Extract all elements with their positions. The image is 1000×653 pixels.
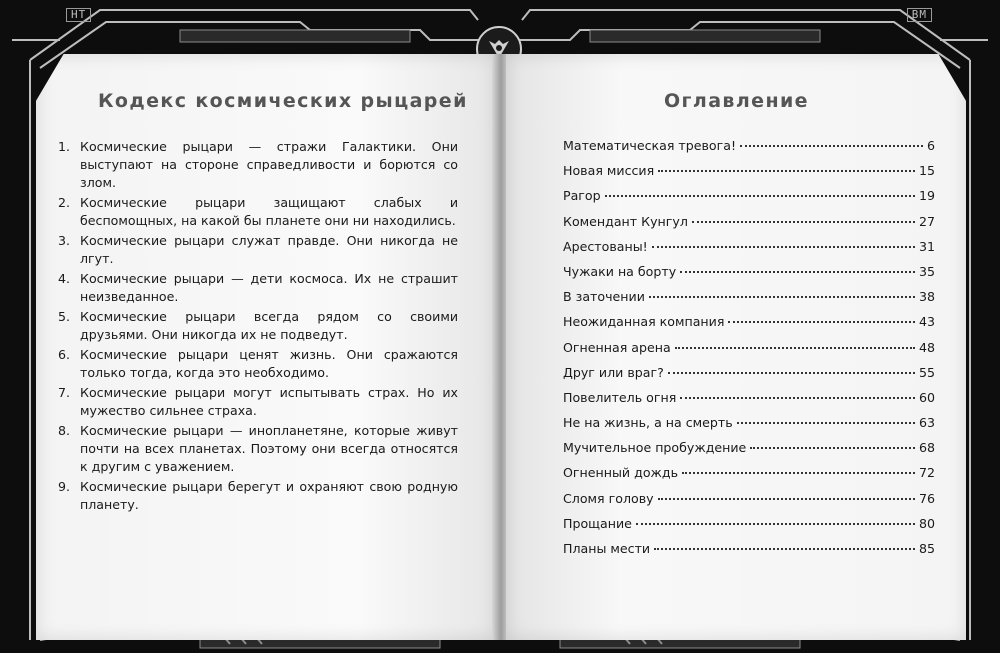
list-item	[58, 308, 458, 344]
toc-entry	[563, 465, 935, 490]
list-item-number: 6.	[58, 347, 71, 362]
list-item-text: Космические рыцари — дети космоса. Их не страшит неизведанное.	[80, 271, 458, 304]
toc-dot-leader	[728, 321, 915, 323]
list-item-text: Космические рыцари берегут и охраняют свою родную планету.	[80, 479, 458, 512]
list-item-number: 4.	[58, 271, 71, 286]
toc-entry	[563, 491, 935, 516]
toc-entry	[563, 340, 935, 365]
toc-dot-leader	[636, 523, 915, 525]
toc-entry	[563, 289, 935, 314]
toc-entry	[563, 516, 935, 541]
toc-dot-leader	[675, 347, 915, 349]
toc-entry-page: 60	[918, 389, 935, 405]
toc-dot-leader	[750, 447, 915, 449]
toc-entry-title: Не на жизнь, а на смерть	[563, 415, 733, 431]
toc-entry	[563, 390, 935, 415]
toc-dot-leader	[737, 422, 915, 424]
toc-dot-leader	[658, 170, 915, 172]
list-item	[58, 478, 458, 514]
toc-entry	[563, 239, 935, 264]
toc-dot-leader	[692, 221, 915, 223]
toc-entry-title: Сломя голову	[563, 490, 654, 506]
toc-dot-leader	[682, 472, 915, 474]
list-item-number: 9.	[58, 479, 71, 494]
toc-entry	[563, 365, 935, 390]
list-item-text: Космические рыцари всегда рядом со своими друзьями. Они никогда их не подведут.	[80, 309, 458, 342]
list-item	[58, 384, 458, 420]
code-list	[58, 138, 458, 516]
list-item-number: 8.	[58, 423, 71, 438]
list-item-text: Космические рыцари ценят жизнь. Они сражаются только тогда, когда это необходимо.	[80, 347, 458, 380]
toc-dot-leader	[680, 397, 915, 399]
toc-entry-page: 80	[918, 515, 935, 531]
list-item	[58, 232, 458, 268]
corner-label-left: НТ	[66, 8, 91, 22]
list-item-text: Космические рыцари могут испытывать страх. Но их мужество сильнее страха.	[80, 385, 458, 418]
toc-entry-page: 76	[918, 490, 935, 506]
list-item-text: Космические рыцари — стражи Галактики. Они выступают на стороне справедливости и борются со злом.	[80, 139, 458, 190]
toc-dot-leader	[649, 296, 915, 298]
list-item-text: Космические рыцари — инопланетяне, которые живут почти на всех планетах. Поэтому они всегда относятся к другим с уважением.	[80, 423, 458, 474]
toc-entry-page: 85	[918, 541, 935, 556]
toc-entry	[563, 188, 935, 213]
toc-entry-page: 6	[926, 138, 935, 153]
table-of-contents	[563, 138, 935, 566]
toc-entry-title: Математическая тревога!	[563, 138, 737, 153]
toc-entry-title: Арестованы!	[563, 238, 648, 254]
toc-entry-page: 55	[918, 364, 935, 380]
toc-entry-page: 35	[918, 263, 935, 279]
toc-entry-page: 15	[918, 163, 935, 179]
toc-entry-title: В заточении	[563, 289, 645, 305]
list-item-number: 5.	[58, 309, 71, 324]
toc-entry-page: 72	[918, 465, 935, 481]
list-item	[58, 138, 458, 192]
toc-title: Оглавление	[664, 90, 809, 112]
toc-entry	[563, 214, 935, 239]
list-item	[58, 270, 458, 306]
list-item	[58, 346, 458, 382]
corner-label-right: ВМ	[907, 8, 932, 22]
toc-entry	[563, 314, 935, 339]
toc-entry-page: 48	[918, 339, 935, 355]
list-item-number: 7.	[58, 385, 71, 400]
toc-entry-title: Рагор	[563, 188, 601, 204]
toc-entry	[563, 440, 935, 465]
toc-entry-page: 38	[918, 289, 935, 305]
toc-entry-title: Друг или враг?	[563, 364, 664, 380]
list-item-number: 2.	[58, 195, 71, 210]
toc-entry	[563, 264, 935, 289]
toc-entry-page: 19	[918, 188, 935, 204]
list-item-number: 1.	[58, 139, 71, 154]
toc-dot-leader	[652, 246, 915, 248]
code-title: Кодекс космических рыцарей	[98, 90, 468, 112]
toc-dot-leader	[680, 271, 915, 273]
toc-dot-leader	[658, 498, 915, 500]
toc-entry-page: 63	[918, 415, 935, 431]
list-item	[58, 194, 458, 230]
toc-entry-title: Неожиданная компания	[563, 314, 725, 330]
list-item	[58, 422, 458, 476]
toc-entry-title: Огненный дождь	[563, 465, 678, 481]
toc-entry-page: 43	[918, 314, 935, 330]
list-item-text: Космические рыцари служат правде. Они никогда не лгут.	[80, 233, 458, 266]
toc-entry-page: 27	[918, 213, 935, 229]
toc-dot-leader	[668, 372, 915, 374]
toc-entry-title: Повелитель огня	[563, 389, 677, 405]
toc-entry-page: 68	[918, 440, 935, 456]
toc-entry-title: Планы мести	[563, 541, 651, 556]
toc-dot-leader	[605, 195, 915, 197]
toc-entry	[563, 138, 935, 163]
list-item-number: 3.	[58, 233, 71, 248]
toc-entry	[563, 415, 935, 440]
toc-entry-title: Комендант Кунгул	[563, 213, 688, 229]
toc-dot-leader	[740, 145, 923, 147]
toc-entry-title: Огненная арена	[563, 339, 671, 355]
toc-entry-page: 31	[918, 238, 935, 254]
toc-dot-leader	[654, 548, 915, 550]
toc-entry-title: Прощание	[563, 515, 632, 531]
toc-entry-title: Чужаки на борту	[563, 263, 677, 279]
list-item-text: Космические рыцари защищают слабых и беспомощных, на какой бы планете они ни находились.	[80, 195, 458, 228]
toc-entry	[563, 541, 935, 566]
toc-entry	[563, 163, 935, 188]
toc-entry-title: Новая миссия	[563, 163, 655, 179]
toc-entry-title: Мучительное пробуждение	[563, 440, 747, 456]
